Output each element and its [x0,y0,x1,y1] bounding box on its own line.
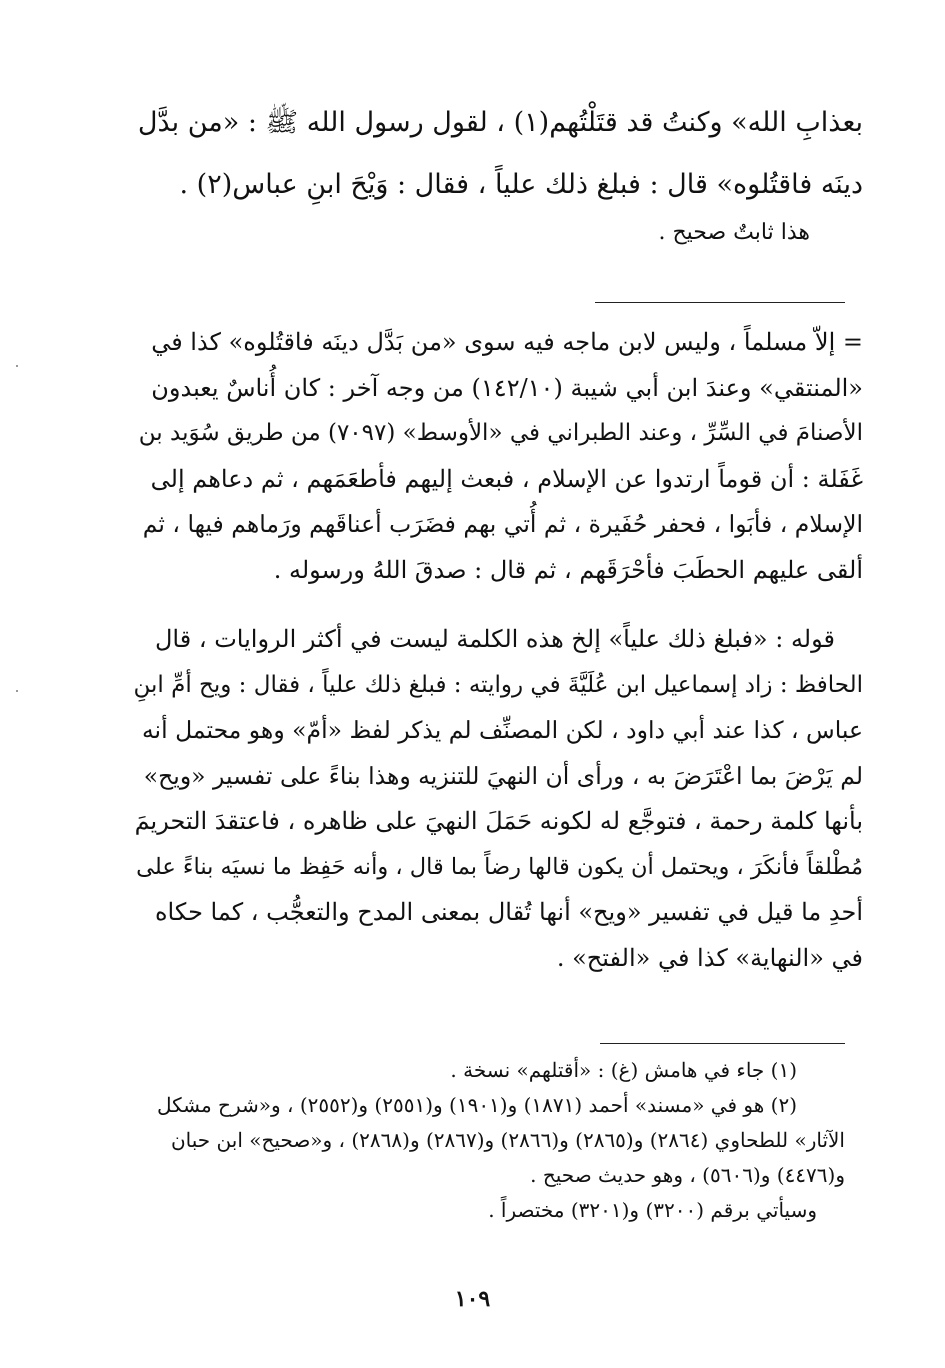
main-text-line: دينَه فاقتُلوه» قال : فبلغ ذلك علياً ، فقال : وَيْحَ ابنِ عباس(٢) . [179,169,863,200]
continued-footnote-line: «المنتقي» وعندَ ابن أبي شيبة (١٤٢/١٠) من وجه آخر : كان أُناسٌ يعبدون [151,373,863,402]
continued-footnote-line: ألقى عليهم الحطَبَ فأحْرَقَهم ، ثم قال : صدقَ اللهُ ورسوله . [273,555,863,584]
commentary-line: مُطْلقاً فأنكَرَ ، ويحتمل أن يكون قالها رضاً بما قال ، وأنه حَفِظ ما نسيَه بناءً على [136,853,863,880]
main-text-line: بعذابِ الله» وكنتُ قد قتَلْتُهم(١) ، لقول رسول الله ﷺ : «من بدَّل [137,107,863,138]
continued-footnote-line: غَفَلة : أن قوماً ارتدوا عن الإسلام ، فبعث إليهم فأطعَمَهم ، ثم دعاهم إلى [150,464,863,493]
footnote-separator-bottom [600,1043,845,1044]
margin-speck [16,690,18,692]
commentary-line: قوله : «فبلغ ذلك علياً» إلخ هذه الكلمة ليست في أكثر الروايات ، قال [154,625,835,653]
grading-note: هذا ثابتٌ صحيح . [658,220,810,245]
commentary-line: الحافظ : زاد إسماعيل ابن عُلَيَّةَ في روايته : فبلغ ذلك علياً ، فقال : ويح أمِّ ابنِ [133,671,863,698]
continued-footnote-line: الأصنامَ في السِّرِّ ، وعند الطبراني في «الأوسط» (٧٠٩٧) من طريق سُوَيد بن [138,420,863,446]
commentary-line: في «النهاية» كذا في «الفتح» . [556,943,863,972]
footnote-line: (١) جاء في هامش (غ) : «أقتلهم» نسخة . [450,1058,797,1082]
footnote-line: وسيأتي برقم (٣٢٠٠) و(٣٢٠١) مختصراً . [488,1198,817,1222]
commentary-line: عباس ، كذا عند أبي داود ، لكن المصنِّف لم يذكر لفظ «أمّ» وهو محتمل أنه [141,716,863,744]
commentary-line: بأنها كلمة رحمة ، فتوجَّع له لكونه حَمَلَ النهيَ على ظاهره ، فاعتقدَ التحريمَ [134,807,863,835]
page-number: ١٠٩ [454,1286,491,1312]
continued-footnote-line: الإسلام ، فأبَوا ، فحفر حُفَيرة ، ثم أُتي بهم فضَرَب أعناقَهم ورَماهم فيها ، ثم [142,510,863,538]
continued-footnote-line: = إلاّ مسلماً ، وليس لابن ماجه فيه سوى «من بَدَّل دينَه فاقتُلوه» كذا في [151,328,863,356]
main-hadith-text [135,92,863,216]
continued-footnote [133,320,863,593]
footnotes [133,1053,845,1228]
footnote-line: و(٤٤٧٦) و(٥٦٠٦) ، وهو حديث صحيح . [530,1163,845,1187]
footnote-line: (٢) هو في «مسند» أحمد (١٨٧١) و(١٩٠١) و(٢٥٥١) و(٢٥٥٢) ، و«شرح مشكل [156,1093,797,1117]
footnote-separator-top [595,302,845,303]
margin-speck [16,365,18,367]
footnote-line: الآثار» للطحاوي (٢٨٦٤) و(٢٨٦٥) و(٢٨٦٦) و(٢٨٦٧) و(٢٨٦٨) ، و«صحيح» ابن حبان [170,1128,845,1152]
commentary-line: أحدِ ما قيل في تفسير «ويح» أنها تُقال بمعنى المدح والتعجُّب ، كما حكاه [154,898,863,926]
commentary-section [133,617,863,981]
commentary-line: لم يَرْضَ بما اعْتَرَضَ به ، ورأى أن النهيَ للتنزيه وهذا بناءً على تفسير «ويح» [143,761,863,790]
